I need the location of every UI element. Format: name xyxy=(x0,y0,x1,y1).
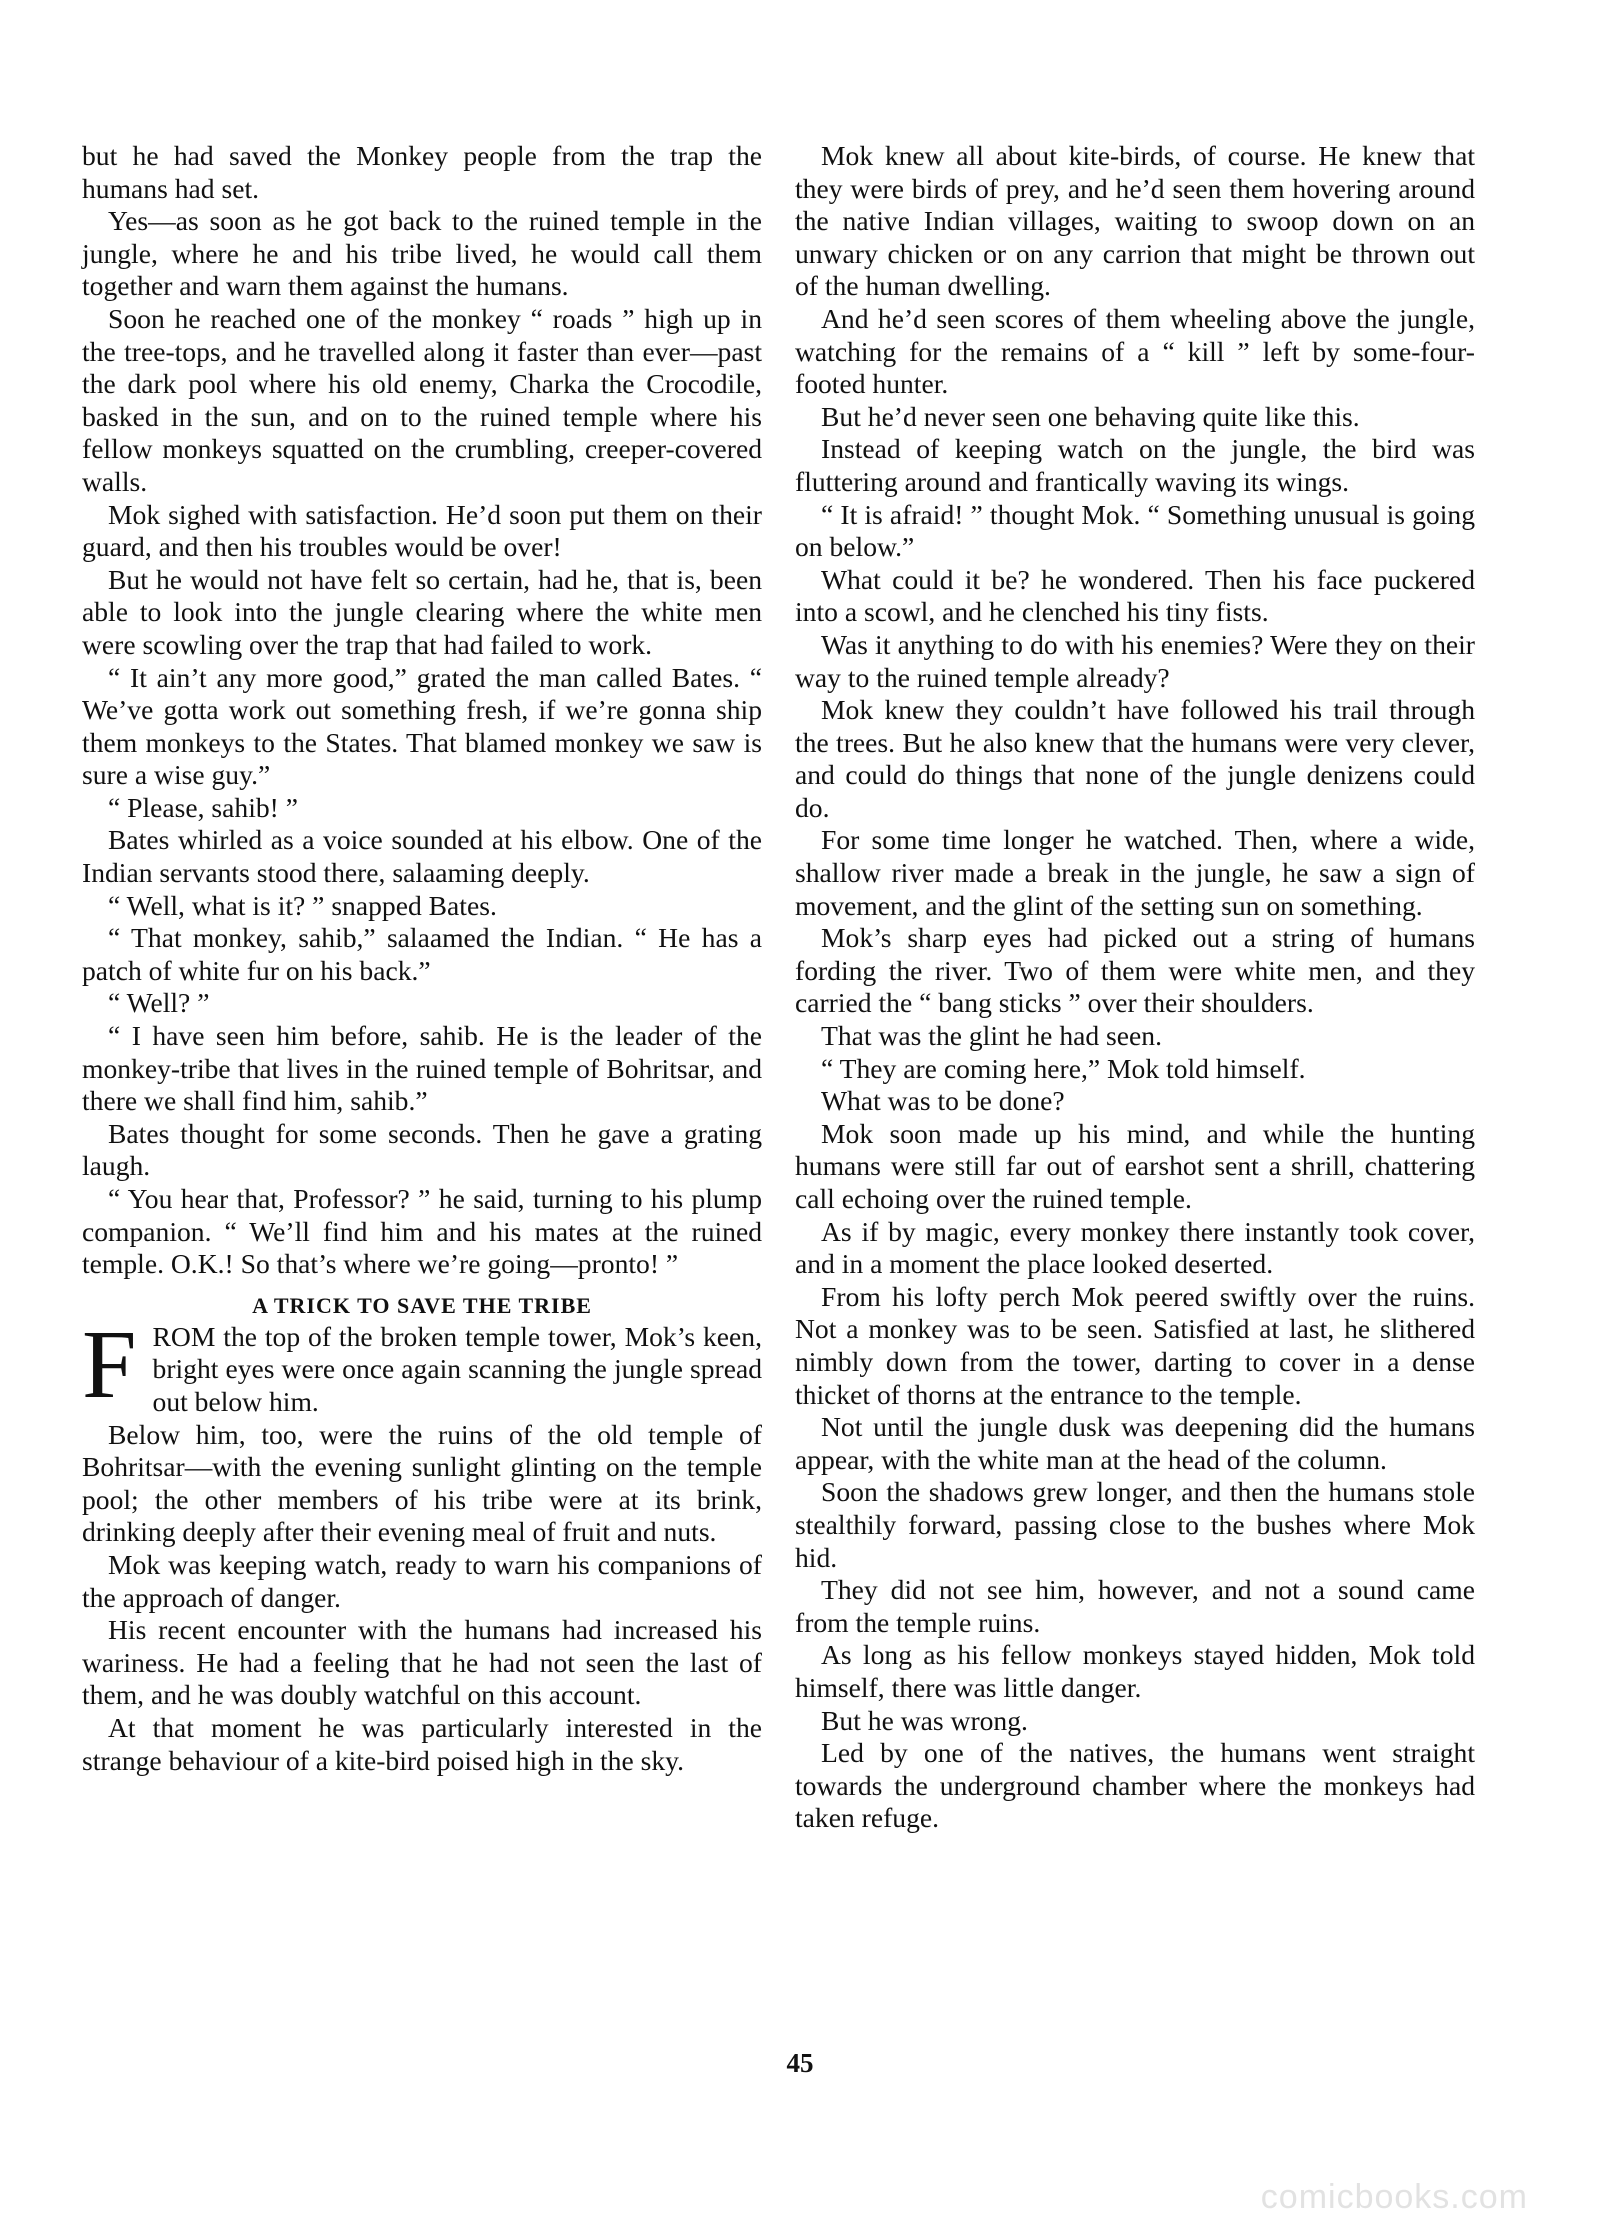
paragraph: His recent encounter with the humans had increased his wariness. He had a feeling that he had not seen the last of them, and he was doubly watchful on this account. xyxy=(82,1614,762,1711)
paragraph: Mok was keeping watch, ready to warn his companions of the approach of danger. xyxy=(82,1548,762,1613)
paragraph: Led by one of the natives, the humans went straight towards the underground chamber where the monkeys had taken refuge. xyxy=(795,1737,1475,1834)
paragraph: Below him, too, were the ruins of the old temple of Bohritsar—with the evening sunlight glinting on the temple pool; the other members of his tribe were at its brink, drinking deeply after their evening meal of fruit and nuts. xyxy=(82,1418,762,1548)
paragraph: And he’d seen scores of them wheeling above the jungle, watching for the remains of a “ kill ” left by some-four-footed hunter. xyxy=(795,302,1475,400)
paragraph: Soon the shadows grew longer, and then the humans stole stealthily forward, passing close to the bushes where Mok hid. xyxy=(795,1476,1475,1573)
right-column xyxy=(795,140,1475,1835)
site-watermark: comicbooks.com xyxy=(1260,2178,1528,2216)
section-heading: A TRICK TO SAVE THE TRIBE xyxy=(252,1292,592,1318)
dropcap-paragraph xyxy=(82,1310,762,1419)
left-column xyxy=(82,140,762,1777)
paragraph: Mok knew all about kite-birds, of course. He knew that they were birds of prey, and he’d seen them hovering around the native Indian villages, waiting to swoop down on an unwary chicken or on any carrion that might be thrown out of the human dwelling. xyxy=(795,140,1475,302)
dropcap-paragraph-text: ROM the top of the broken temple tower, Mok’s keen, bright eyes were once again scanning the jungle spread out below him. xyxy=(152,1320,762,1417)
paragraph: “ You hear that, Professor? ” he said, turning to his plump companion. “ We’ll find him and his mates at the ruined temple. O.K.! So that’s where we’re going—pronto! ” xyxy=(82,1183,762,1280)
paragraph: Mok knew they couldn’t have followed his trail through the trees. But he also knew that the humans were very clever, and could do things that none of the jungle denizens could do. xyxy=(795,694,1475,823)
paragraph: “ Please, sahib! ” xyxy=(108,791,299,823)
paragraph: “ They are coming here,” Mok told himself. xyxy=(821,1052,1306,1084)
paragraph: Not until the jungle dusk was deepening did the humans appear, with the white man at the head of the column. xyxy=(795,1411,1475,1475)
page-number: 45 xyxy=(786,2048,814,2078)
paragraph: “ I have seen him before, sahib. He is the leader of the monkey-tribe that lives in the ruined temple of Bohritsar, and there we shall find him, sahib.” xyxy=(82,1020,762,1117)
paragraph: Mok’s sharp eyes had picked out a string of humans fording the river. Two of them were white men, and they carried the “ bang sticks ” over their shoulders. xyxy=(795,922,1475,1019)
paragraph: What could it be? he wondered. Then his face puckered into a scowl, and he clenched his tiny fists. xyxy=(795,563,1475,628)
paragraph: But he would not have felt so certain, had he, that is, been able to look into the jungle clearing where the white men were scowling over the trap that had failed to work. xyxy=(82,563,762,660)
paragraph: What was to be done? xyxy=(821,1085,1065,1117)
paragraph: From his lofty perch Mok peered swiftly over the ruins. Not a monkey was to be seen. Satisfied at last, he slithered nimbly down from the tower, darting to cover in a dense thicket of thorns at the entrance to the temple. xyxy=(795,1280,1475,1410)
paragraph: Soon he reached one of the monkey “ roads ” high up in the tree-tops, and he travelled along it faster than ever—past the dark pool where his old enemy, Charka the Crocodile, basked in the sun, and on to the ruined temple where his fellow monkeys squatted on the crumbling, creeper-covered walls. xyxy=(82,302,762,497)
paragraph: “ It is afraid! ” thought Mok. “ Something unusual is going on below.” xyxy=(795,498,1475,563)
paragraph: “ Well? ” xyxy=(108,987,210,1019)
paragraph: Bates thought for some seconds. Then he gave a grating laugh. xyxy=(82,1117,762,1182)
paragraph: That was the glint he had seen. xyxy=(821,1020,1162,1052)
paragraph: But he was wrong. xyxy=(821,1704,1028,1736)
paragraph: Yes—as soon as he got back to the ruined temple in the jungle, where he and his tribe lived, he would call them together and warn them against the humans. xyxy=(82,205,762,302)
paragraph: But he’d never seen one behaving quite like this. xyxy=(821,400,1360,432)
drop-cap-letter: F xyxy=(82,1310,137,1419)
paragraph: As if by magic, every monkey there instantly took cover, and in a moment the place looked deserted. xyxy=(795,1215,1475,1280)
paragraph: Was it anything to do with his enemies? Were they on their way to the ruined temple already? xyxy=(795,628,1475,693)
paragraph: Mok soon made up his mind, and while the hunting humans were still far out of earshot sent a shrill, chattering call echoing over the ruined temple. xyxy=(795,1117,1475,1214)
paragraph: “ It ain’t any more good,” grated the man called Bates. “ We’ve gotta work out something fresh, if we’re gonna ship them monkeys to the States. That blamed monkey we saw is sure a wise guy.” xyxy=(82,661,762,791)
paragraph: Bates whirled as a voice sounded at his elbow. One of the Indian servants stood there, salaaming deeply. xyxy=(82,824,762,889)
paragraph: Mok sighed with satisfaction. He’d soon put them on their guard, and then his troubles would be over! xyxy=(82,498,762,563)
paragraph: As long as his fellow monkeys stayed hidden, Mok told himself, there was little danger. xyxy=(795,1639,1475,1703)
paragraph: “ Well, what is it? ” snapped Bates. xyxy=(108,889,497,921)
paragraph: Instead of keeping watch on the jungle, the bird was fluttering around and frantically waving its wings. xyxy=(795,433,1475,497)
paragraph: They did not see him, however, and not a sound came from the temple ruins. xyxy=(795,1574,1475,1638)
paragraph: At that moment he was particularly interested in the strange behaviour of a kite-bird poised high in the sky. xyxy=(82,1711,762,1776)
paragraph: “ That monkey, sahib,” salaamed the Indian. “ He has a patch of white fur on his back.” xyxy=(82,922,762,986)
paragraph: but he had saved the Monkey people from the trap the humans had set. xyxy=(82,140,762,204)
paragraph: For some time longer he watched. Then, where a wide, shallow river made a break in the jungle, he saw a sign of movement, and the glint of the setting sun on something. xyxy=(795,824,1475,921)
